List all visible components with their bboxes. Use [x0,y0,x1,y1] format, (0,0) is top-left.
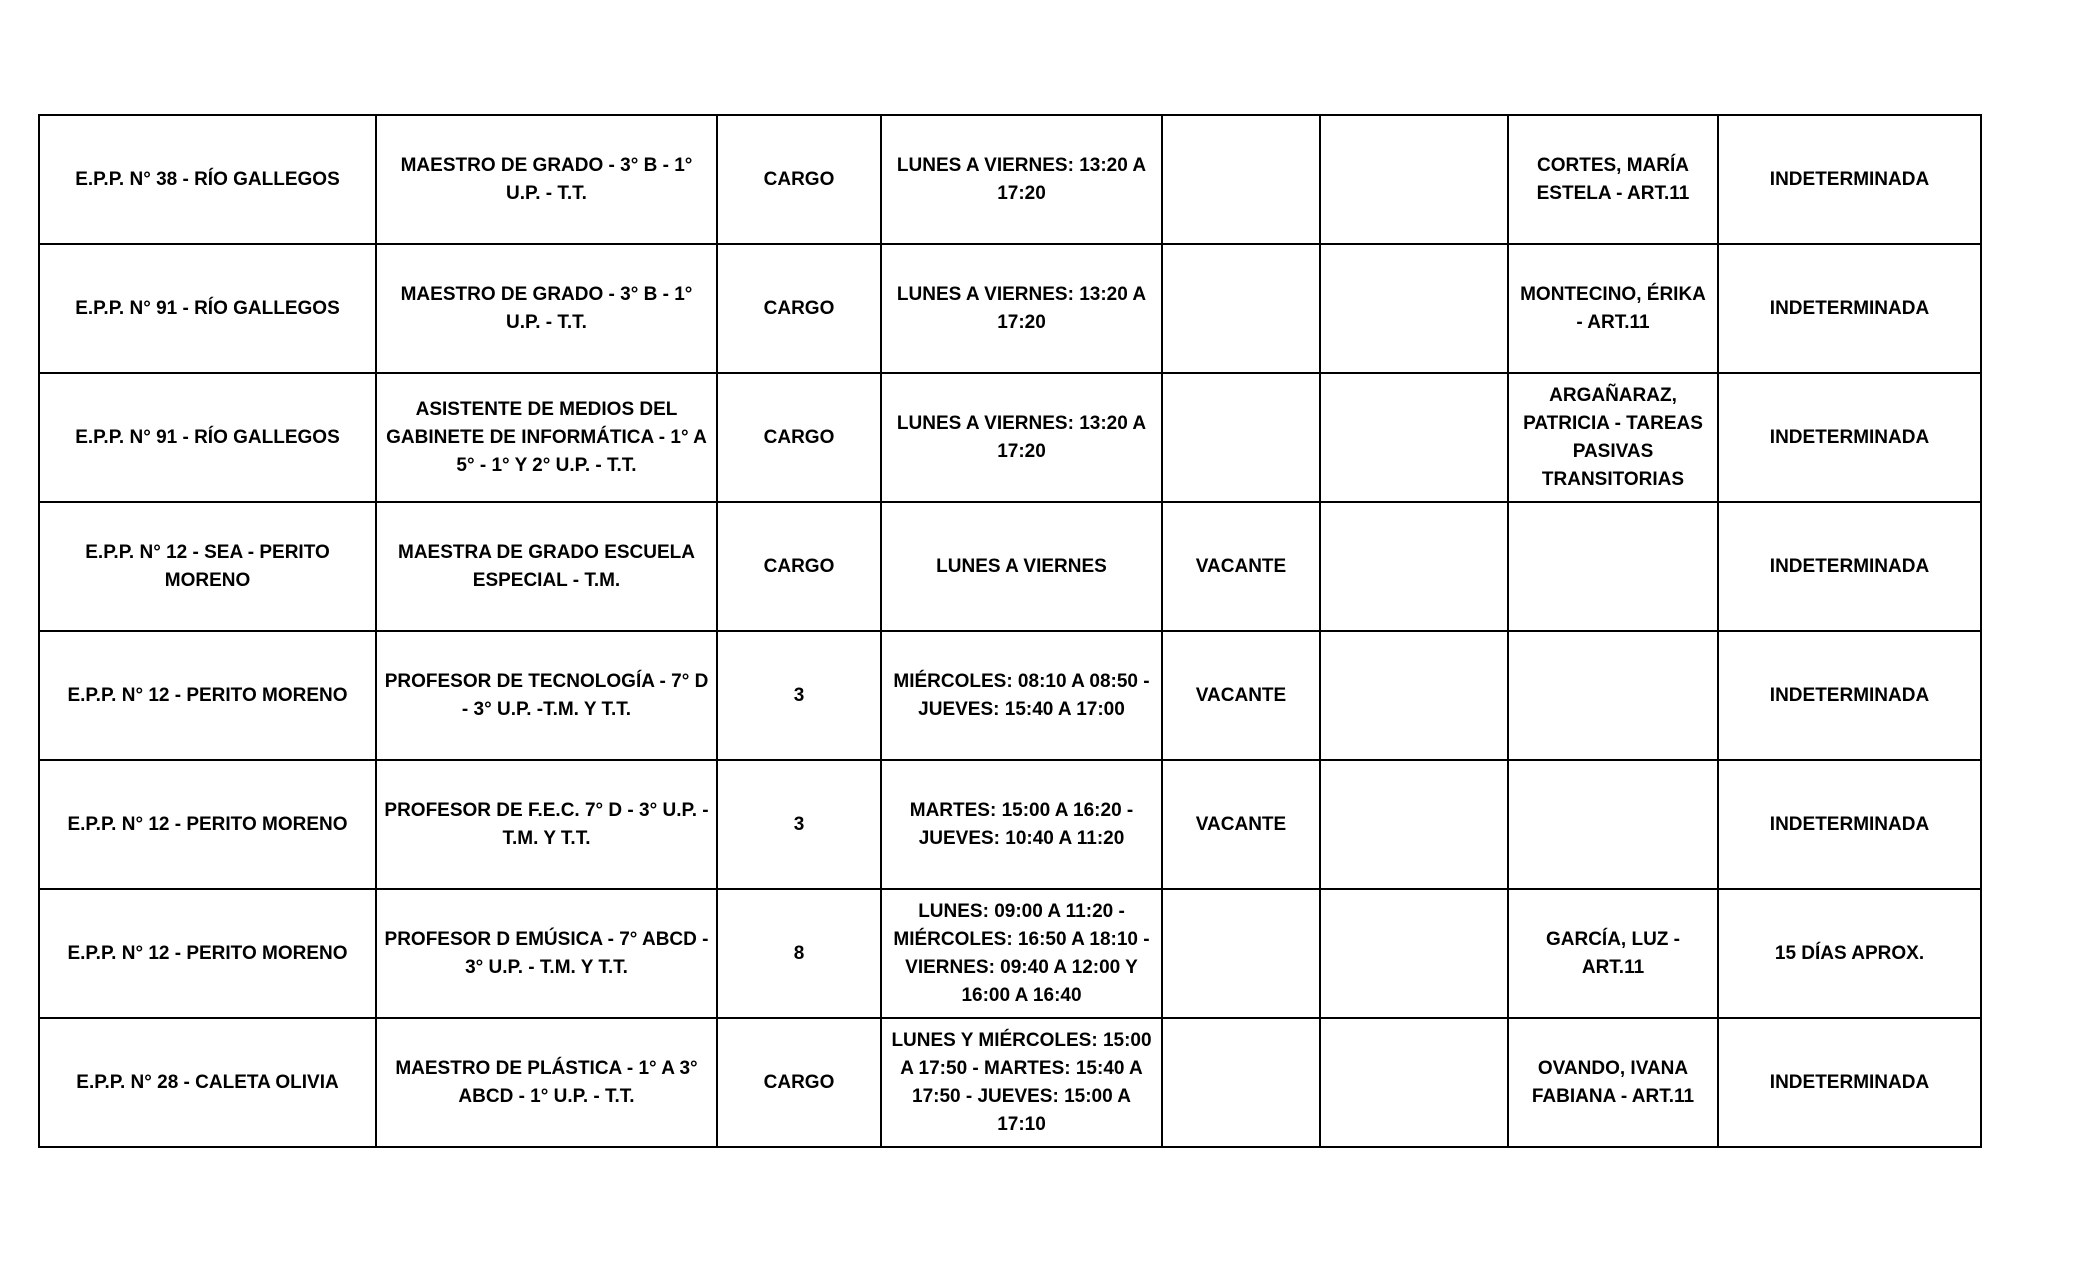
duration-cell: INDETERMINADA [1718,631,1981,760]
schedule-cell: LUNES A VIERNES: 13:20 A 17:20 [881,244,1162,373]
hours-cell: CARGO [717,115,881,244]
replaces-cell: MONTECINO, ÉRIKA - ART.11 [1508,244,1718,373]
replaces-cell: ARGAÑARAZ, PATRICIA - TAREAS PASIVAS TRANSITORIAS [1508,373,1718,502]
table-row [39,115,1981,244]
extra-cell [1320,1018,1508,1147]
status-cell [1162,244,1320,373]
position-cell: PROFESOR D EMÚSICA - 7° ABCD - 3° U.P. - T.M. Y T.T. [376,889,717,1018]
replaces-cell: GARCÍA, LUZ - ART.11 [1508,889,1718,1018]
status-cell [1162,889,1320,1018]
position-cell: MAESTRO DE GRADO - 3° B - 1° U.P. - T.T. [376,244,717,373]
position-cell: MAESTRO DE GRADO - 3° B - 1° U.P. - T.T. [376,115,717,244]
duration-cell: INDETERMINADA [1718,1018,1981,1147]
position-cell: MAESTRA DE GRADO ESCUELA ESPECIAL - T.M. [376,502,717,631]
schedule-cell: LUNES: 09:00 A 11:20 - MIÉRCOLES: 16:50 A 18:10 - VIERNES: 09:40 A 12:00 Y 16:00 A 16:40 [881,889,1162,1018]
replaces-cell: CORTES, MARÍA ESTELA - ART.11 [1508,115,1718,244]
replaces-cell [1508,631,1718,760]
extra-cell [1320,760,1508,889]
extra-cell [1320,631,1508,760]
vacancies-table [38,114,1982,1148]
hours-cell: CARGO [717,502,881,631]
schedule-cell: LUNES A VIERNES [881,502,1162,631]
school-cell: E.P.P. N° 12 - PERITO MORENO [39,631,376,760]
position-cell: MAESTRO DE PLÁSTICA - 1° A 3° ABCD - 1° U.P. - T.T. [376,1018,717,1147]
duration-cell: INDETERMINADA [1718,502,1981,631]
extra-cell [1320,889,1508,1018]
table-row [39,1018,1981,1147]
table-row [39,631,1981,760]
schedule-cell: LUNES A VIERNES: 13:20 A 17:20 [881,115,1162,244]
status-cell: VACANTE [1162,760,1320,889]
table-row [39,760,1981,889]
replaces-cell: OVANDO, IVANA FABIANA - ART.11 [1508,1018,1718,1147]
status-cell: VACANTE [1162,502,1320,631]
hours-cell: CARGO [717,373,881,502]
status-cell: VACANTE [1162,631,1320,760]
school-cell: E.P.P. N° 12 - PERITO MORENO [39,760,376,889]
duration-cell: INDETERMINADA [1718,244,1981,373]
duration-cell: INDETERMINADA [1718,115,1981,244]
position-cell: PROFESOR DE F.E.C. 7° D - 3° U.P. - T.M. Y T.T. [376,760,717,889]
hours-cell: CARGO [717,1018,881,1147]
hours-cell: 3 [717,760,881,889]
table-row [39,373,1981,502]
hours-cell: 3 [717,631,881,760]
duration-cell: INDETERMINADA [1718,760,1981,889]
status-cell [1162,373,1320,502]
position-cell: ASISTENTE DE MEDIOS DEL GABINETE DE INFORMÁTICA - 1° A 5° - 1° Y 2° U.P. - T.T. [376,373,717,502]
school-cell: E.P.P. N° 91 - RÍO GALLEGOS [39,244,376,373]
status-cell [1162,1018,1320,1147]
table-row [39,889,1981,1018]
extra-cell [1320,502,1508,631]
duration-cell: 15 DÍAS APROX. [1718,889,1981,1018]
schedule-cell: MIÉRCOLES: 08:10 A 08:50 - JUEVES: 15:40 A 17:00 [881,631,1162,760]
schedule-cell: MARTES: 15:00 A 16:20 - JUEVES: 10:40 A 11:20 [881,760,1162,889]
table-row [39,502,1981,631]
school-cell: E.P.P. N° 28 - CALETA OLIVIA [39,1018,376,1147]
school-cell: E.P.P. N° 38 - RÍO GALLEGOS [39,115,376,244]
extra-cell [1320,373,1508,502]
extra-cell [1320,244,1508,373]
school-cell: E.P.P. N° 91 - RÍO GALLEGOS [39,373,376,502]
replaces-cell [1508,502,1718,631]
schedule-cell: LUNES Y MIÉRCOLES: 15:00 A 17:50 - MARTES: 15:40 A 17:50 - JUEVES: 15:00 A 17:10 [881,1018,1162,1147]
school-cell: E.P.P. N° 12 - PERITO MORENO [39,889,376,1018]
table-row [39,244,1981,373]
status-cell [1162,115,1320,244]
duration-cell: INDETERMINADA [1718,373,1981,502]
hours-cell: CARGO [717,244,881,373]
extra-cell [1320,115,1508,244]
replaces-cell [1508,760,1718,889]
position-cell: PROFESOR DE TECNOLOGÍA - 7° D - 3° U.P. -T.M. Y T.T. [376,631,717,760]
school-cell: E.P.P. N° 12 - SEA - PERITO MORENO [39,502,376,631]
hours-cell: 8 [717,889,881,1018]
table-body [39,115,1981,1147]
schedule-cell: LUNES A VIERNES: 13:20 A 17:20 [881,373,1162,502]
